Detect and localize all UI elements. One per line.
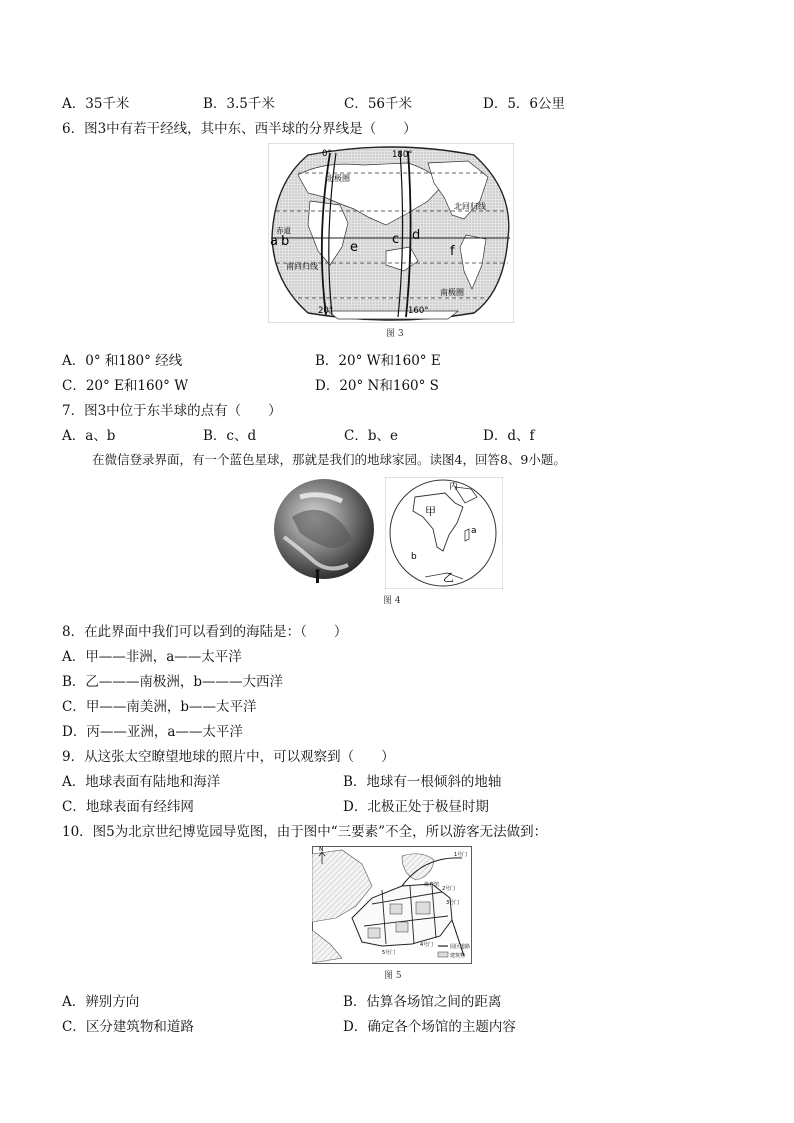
label-equator: 赤道 (276, 226, 291, 235)
q10-option-c: C．区分建筑物和道路 (62, 1019, 194, 1035)
land-antarctica (328, 311, 458, 319)
q9-option-c: C．地球表面有经纬网 (62, 799, 194, 815)
q7-option-d: D．d、f (483, 428, 535, 444)
label-a: a (471, 526, 477, 536)
q7-stem: 7．图3中位于东半球的点有（ ） (62, 403, 282, 419)
point-b: b (281, 234, 290, 249)
gate-1-label: 1号门 (454, 852, 468, 858)
q10-option-d: D．确定各个场馆的主题内容 (343, 1019, 516, 1035)
gym-label: 体育馆 (424, 882, 440, 888)
q10-stem: 10．图5为北京世纪博览园导览图，由于图中“三要素”不全，所以游客无法做到： (62, 824, 548, 840)
figure-5-caption: 图 5 (384, 971, 402, 981)
q10-option-b: B．估算各场馆之间的距离 (343, 994, 502, 1010)
q8-option-c: C．甲——南美洲，b——太平洋 (62, 699, 257, 715)
q9-option-d: D．北极正处于极昼时期 (343, 799, 489, 815)
q9-stem: 9．从这张太空瞭望地球的照片中，可以观察到（ ） (62, 749, 395, 765)
label-jia: 甲 (425, 505, 436, 518)
q9-option-a: A．地球表面有陆地和海洋 (62, 774, 221, 790)
label-north-tropic: 北回归线 (454, 202, 486, 211)
legend-road-label: 园区道路 (450, 944, 471, 950)
figure-4-earth-photo (270, 477, 380, 589)
gate-2-label: 2号门 (442, 886, 456, 892)
q10-option-a: A．辨别方向 (62, 994, 140, 1010)
q8-option-d: D．丙——亚洲，a——太平洋 (62, 724, 243, 740)
q8-option-a: A．甲——非洲，a——太平洋 (62, 649, 242, 665)
label-b: b (411, 552, 417, 562)
gate-5-label: 5号门 (382, 950, 396, 956)
q5-option-b: B．3.5千米 (203, 96, 275, 112)
q6-option-a: A．0° 和180° 经线 (62, 353, 183, 369)
label-bing: 丙 (449, 482, 459, 492)
point-e: e (350, 240, 358, 255)
label-lon-20: 20° (318, 306, 334, 316)
q5-option-d: D．5．6公里 (483, 96, 566, 112)
label-antarctic-circle: 南极圈 (440, 288, 464, 297)
label-lon-0: 0° (322, 149, 332, 159)
point-d: d (412, 228, 421, 243)
point-a: a (270, 234, 278, 249)
north-arrow-label: N (319, 846, 324, 853)
q7-option-a: A．a、b (62, 428, 116, 444)
q6-option-c: C．20° E和160° W (62, 378, 189, 394)
figure-3-caption: 图 3 (386, 329, 404, 339)
q6-option-b: B．20° W和160° E (315, 353, 441, 369)
label-yi: 乙 (443, 571, 454, 584)
q6-stem: 6．图3中有若干经线，其中东、西半球的分界线是（ ） (62, 121, 417, 137)
point-f: f (450, 244, 455, 259)
point-c: c (392, 232, 400, 247)
q5-option-a: A．35千米 (62, 96, 130, 112)
q7-option-c: C．b、e (344, 428, 398, 444)
q6-option-d: D．20° N和160° S (315, 378, 439, 394)
gate-4-label: 4号门 (420, 942, 434, 948)
figure-5-park-map (312, 846, 472, 964)
figure-4-outline-map (385, 477, 503, 589)
label-lon-180: 180° (392, 150, 413, 160)
label-lon-160: 160° (408, 306, 429, 316)
q7-option-b: B．c、d (203, 428, 257, 444)
q8-option-b: B．乙———南极洲，b———大西洋 (62, 674, 284, 690)
gate-3-label: 3号门 (446, 900, 460, 906)
intro-text-q8-q9: 在微信登录界面，有一个蓝色星球，那就是我们的地球家园。读图4，回答8、9小题。 (92, 452, 566, 467)
q5-option-c: C．56千米 (344, 96, 413, 112)
label-arctic-circle: 北极圈 (326, 174, 350, 183)
q9-option-b: B．地球有一根倾斜的地轴 (343, 774, 502, 790)
legend-building-label: 建筑物 (450, 953, 466, 959)
q8-stem: 8．在此界面中我们可以看到的海陆是：（ ） (62, 624, 348, 640)
label-south-tropic: 南回归线 (286, 262, 318, 271)
figure-3-world-map (268, 143, 514, 323)
figure-4-caption: 图 4 (383, 596, 401, 606)
